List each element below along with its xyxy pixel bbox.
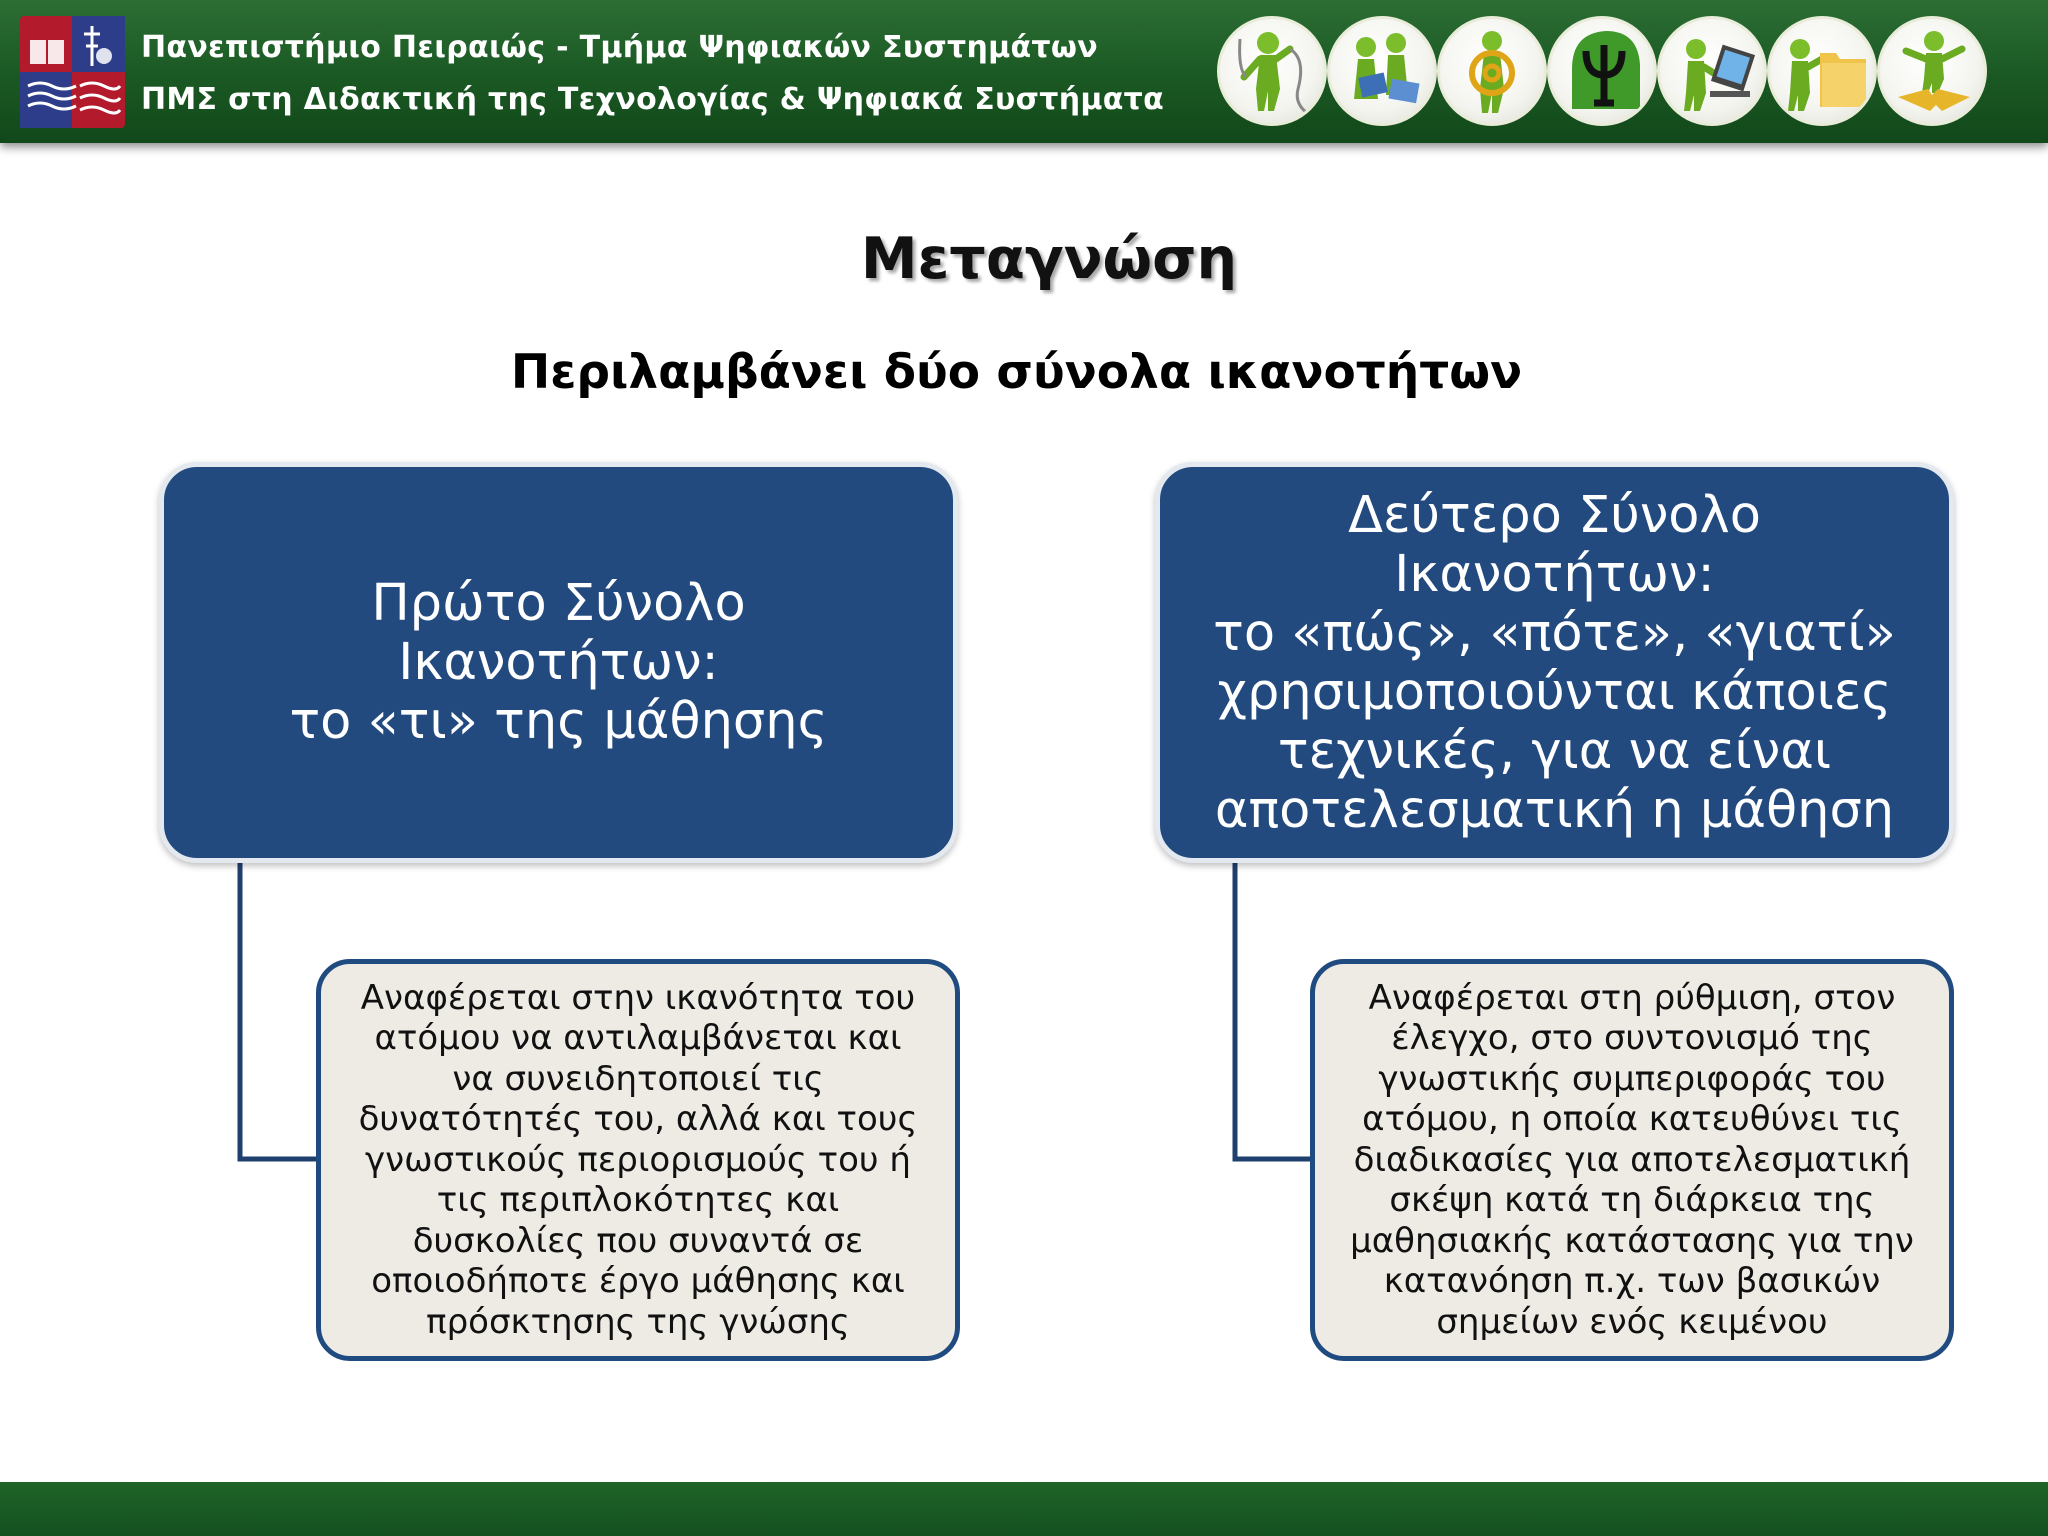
figure-on-puzzle-icon bbox=[1877, 16, 1987, 126]
header-icon-row bbox=[1217, 16, 2037, 126]
header-band bbox=[0, 0, 2048, 143]
university-logo-icon bbox=[20, 16, 125, 128]
slide-title: Μεταγνώση bbox=[860, 226, 1238, 292]
psi-head-icon bbox=[1547, 16, 1657, 126]
figure-with-laptop-icon bbox=[1657, 16, 1767, 126]
slide-subtitle: Περιλαμβάνει δύο σύνολα ικανοτήτων bbox=[510, 345, 1523, 400]
header-university-line: Πανεπιστήμιο Πειραιώς - Τμήμα Ψηφιακών Συστημάτων bbox=[141, 30, 1098, 65]
figure-with-cable-icon bbox=[1217, 16, 1327, 126]
first-set-heading-box: Πρώτο Σύνολο Ικανοτήτων: το «τι» της μάθησης bbox=[159, 462, 958, 863]
connector-first-set bbox=[240, 861, 318, 1159]
figure-with-folder-icon bbox=[1767, 16, 1877, 126]
connector-second-set bbox=[1235, 861, 1312, 1159]
second-set-description-box: Αναφέρεται στη ρύθμιση, στον έλεγχο, στο συντονισμό της γνωστικής συμπεριφοράς του ατόμου, η οποία κατευθύνει τις διαδικασίες για αποτελεσματική σκέψη κατά τη διάρκεια της μαθησιακής κατάστασης για την κατανόηση π.χ. των βασικών σημείων ενός κειμένου bbox=[1310, 959, 1954, 1361]
second-set-heading-box: Δεύτερο Σύνολο Ικανοτήτων: το «πώς», «πότε», «γιατί» χρησιμοποιούνται κάποιες τεχνικές, για να είναι αποτελεσματική η μάθηση bbox=[1155, 462, 1954, 863]
header-program-line: ΠΜΣ στη Διδακτική της Τεχνολογίας & Ψηφιακά Συστήματα bbox=[141, 82, 1164, 117]
footer-band bbox=[0, 1482, 2048, 1536]
figures-reading-icon bbox=[1327, 16, 1437, 126]
figure-with-at-sign-icon bbox=[1437, 16, 1547, 126]
first-set-description-box: Αναφέρεται στην ικανότητα του ατόμου να αντιλαμβάνεται και να συνειδητοποιεί τις δυνατότητές του, αλλά και τους γνωστικούς περιορισμούς του ή τις περιπλοκότητες και δυσκολίες που συναντά σε οποιοδήποτε έργο μάθησης και πρόσκτησης της γνώσης bbox=[316, 959, 960, 1361]
